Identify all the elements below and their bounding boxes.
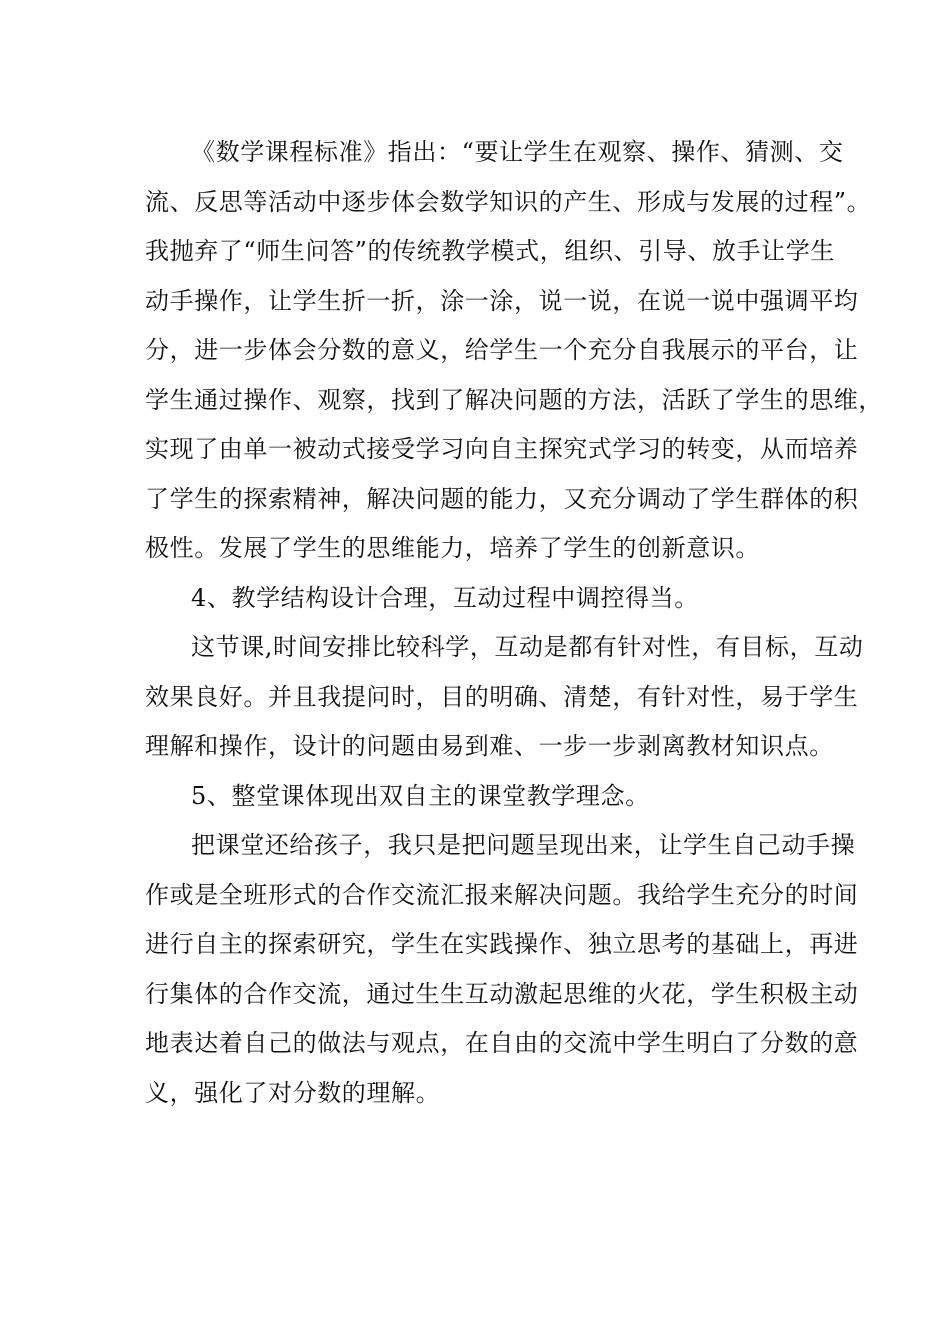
paragraph-3-line-4: 行集体的合作交流，通过生生互动激起思维的火花，学生积极主动	[145, 979, 859, 1008]
paragraph-3-line-6: 义，强化了对分数的理解。	[145, 1078, 441, 1107]
paragraph-3-line-2: 作或是全班形式的合作交流汇报来解决问题。我给学生充分的时间	[145, 880, 859, 909]
section-heading-4: 4、教学结构设计合理，互动过程中调控得当。	[191, 583, 699, 612]
section-heading-5: 5、整堂课体现出双自主的课堂教学理念。	[191, 781, 650, 810]
paragraph-1-line-8: 了学生的探索精神，解决问题的能力，又充分调动了学生群体的积	[145, 484, 859, 513]
paragraph-1-line-4: 动手操作，让学生折一折，涂一涂，说一说，在说一说中强调平均	[145, 286, 859, 315]
body-text	[145, 128, 883, 1118]
paragraph-2-line-2: 效果良好。并且我提问时，目的明确、清楚，有针对性，易于学生	[145, 682, 859, 711]
paragraph-1-line-7: 实现了由单一被动式接受学习向自主探究式学习的转变，从而培养	[145, 435, 859, 463]
paragraph-2-line-3: 理解和操作，设计的问题由易到难、一步一步剥离教材知识点。	[145, 732, 834, 760]
paragraph-1-line-3: 我抛弃了“师生问答”的传统教学模式，组织、引导、放手让学生	[145, 237, 835, 265]
paragraph-3-line-5: 地表达着自己的做法与观点，在自由的交流中学生明白了分数的意	[145, 1029, 859, 1057]
paragraph-1-line-6: 学生通过操作、观察，找到了解决问题的方法，活跃了学生的思维，	[145, 385, 883, 414]
paragraph-3-line-1: 把课堂还给孩子，我只是把问题呈现出来，让学生自己动手操	[191, 831, 856, 859]
paragraph-2-line-1: 这节课,时间安排比较科学，互动是都有针对性，有目标，互动	[191, 633, 864, 661]
paragraph-1-line-1: 《数学课程标准》指出：“要让学生在观察、操作、猜测、交	[191, 138, 844, 166]
paragraph-1-line-9: 极性。发展了学生的思维能力，培养了学生的创新意识。	[145, 534, 760, 562]
paragraph-3-line-3: 进行自主的探索研究，学生在实践操作、独立思考的基础上，再进	[145, 930, 859, 958]
paragraph-1-line-2: 流、反思等活动中逐步体会数学知识的产生、形成与发展的过程”。	[145, 187, 872, 216]
paragraph-1-line-5: 分，进一步体会分数的意义，给学生一个充分自我展示的平台，让	[145, 336, 859, 364]
